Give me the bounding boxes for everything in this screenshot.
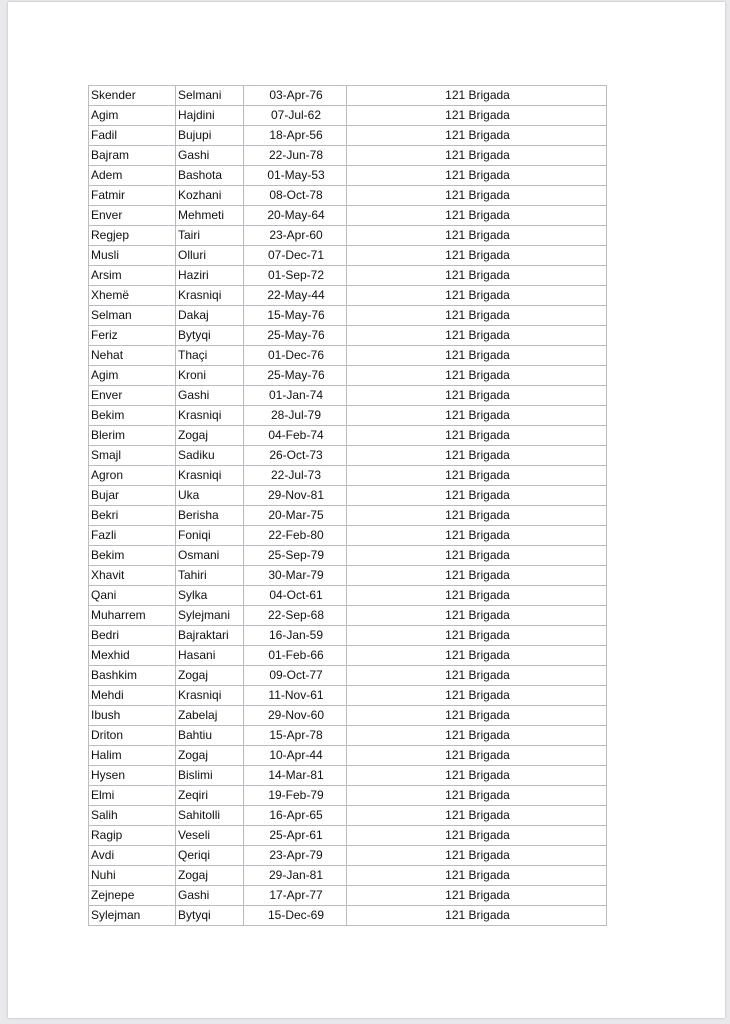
table-row [89, 286, 607, 306]
table-row [89, 746, 607, 766]
document-page [8, 2, 725, 1018]
last-name-cell: Zogaj [176, 866, 244, 886]
unit-cell: 121 Brigada [347, 386, 607, 406]
last-name-cell: Kroni [176, 366, 244, 386]
birth-date-cell: 22-Jul-73 [244, 466, 347, 486]
last-name-cell: Sahitolli [176, 806, 244, 826]
birth-date-cell: 07-Jul-62 [244, 106, 347, 126]
table-row [89, 566, 607, 586]
table-row [89, 906, 607, 926]
birth-date-cell: 04-Oct-61 [244, 586, 347, 606]
table-row [89, 206, 607, 226]
last-name-cell: Sylka [176, 586, 244, 606]
unit-cell: 121 Brigada [347, 166, 607, 186]
table-row [89, 466, 607, 486]
first-name-cell: Elmi [89, 786, 176, 806]
first-name-cell: Ibush [89, 706, 176, 726]
birth-date-cell: 14-Mar-81 [244, 766, 347, 786]
first-name-cell: Xhavit [89, 566, 176, 586]
birth-date-cell: 16-Jan-59 [244, 626, 347, 646]
birth-date-cell: 23-Apr-79 [244, 846, 347, 866]
birth-date-cell: 29-Jan-81 [244, 866, 347, 886]
unit-cell: 121 Brigada [347, 226, 607, 246]
table-row [89, 826, 607, 846]
last-name-cell: Kozhani [176, 186, 244, 206]
unit-cell: 121 Brigada [347, 326, 607, 346]
last-name-cell: Thaçi [176, 346, 244, 366]
birth-date-cell: 25-Sep-79 [244, 546, 347, 566]
unit-cell: 121 Brigada [347, 106, 607, 126]
table-row [89, 106, 607, 126]
first-name-cell: Driton [89, 726, 176, 746]
birth-date-cell: 16-Apr-65 [244, 806, 347, 826]
unit-cell: 121 Brigada [347, 746, 607, 766]
table-row [89, 846, 607, 866]
first-name-cell: Enver [89, 386, 176, 406]
last-name-cell: Tahiri [176, 566, 244, 586]
table-row [89, 326, 607, 346]
last-name-cell: Veseli [176, 826, 244, 846]
roster-table-body [89, 86, 607, 926]
unit-cell: 121 Brigada [347, 506, 607, 526]
first-name-cell: Nehat [89, 346, 176, 366]
unit-cell: 121 Brigada [347, 446, 607, 466]
table-row [89, 86, 607, 106]
unit-cell: 121 Brigada [347, 266, 607, 286]
birth-date-cell: 25-Apr-61 [244, 826, 347, 846]
table-row [89, 506, 607, 526]
birth-date-cell: 15-Apr-78 [244, 726, 347, 746]
birth-date-cell: 29-Nov-60 [244, 706, 347, 726]
last-name-cell: Zabelaj [176, 706, 244, 726]
unit-cell: 121 Brigada [347, 366, 607, 386]
birth-date-cell: 18-Apr-56 [244, 126, 347, 146]
last-name-cell: Sadiku [176, 446, 244, 466]
last-name-cell: Krasniqi [176, 466, 244, 486]
table-row [89, 686, 607, 706]
last-name-cell: Bajraktari [176, 626, 244, 646]
unit-cell: 121 Brigada [347, 546, 607, 566]
table-row [89, 766, 607, 786]
birth-date-cell: 20-Mar-75 [244, 506, 347, 526]
table-row [89, 266, 607, 286]
last-name-cell: Uka [176, 486, 244, 506]
last-name-cell: Osmani [176, 546, 244, 566]
birth-date-cell: 19-Feb-79 [244, 786, 347, 806]
first-name-cell: Agim [89, 106, 176, 126]
unit-cell: 121 Brigada [347, 286, 607, 306]
last-name-cell: Qeriqi [176, 846, 244, 866]
table-row [89, 346, 607, 366]
first-name-cell: Zejnepe [89, 886, 176, 906]
unit-cell: 121 Brigada [347, 886, 607, 906]
last-name-cell: Bahtiu [176, 726, 244, 746]
first-name-cell: Nuhi [89, 866, 176, 886]
first-name-cell: Bashkim [89, 666, 176, 686]
first-name-cell: Fadil [89, 126, 176, 146]
last-name-cell: Krasniqi [176, 686, 244, 706]
first-name-cell: Agim [89, 366, 176, 386]
birth-date-cell: 23-Apr-60 [244, 226, 347, 246]
last-name-cell: Bytyqi [176, 906, 244, 926]
first-name-cell: Muharrem [89, 606, 176, 626]
birth-date-cell: 25-May-76 [244, 326, 347, 346]
birth-date-cell: 25-May-76 [244, 366, 347, 386]
last-name-cell: Dakaj [176, 306, 244, 326]
unit-cell: 121 Brigada [347, 686, 607, 706]
birth-date-cell: 01-Dec-76 [244, 346, 347, 366]
birth-date-cell: 10-Apr-44 [244, 746, 347, 766]
birth-date-cell: 22-Jun-78 [244, 146, 347, 166]
last-name-cell: Gashi [176, 886, 244, 906]
first-name-cell: Avdi [89, 846, 176, 866]
unit-cell: 121 Brigada [347, 846, 607, 866]
first-name-cell: Mexhid [89, 646, 176, 666]
first-name-cell: Qani [89, 586, 176, 606]
first-name-cell: Arsim [89, 266, 176, 286]
birth-date-cell: 08-Oct-78 [244, 186, 347, 206]
table-row [89, 546, 607, 566]
last-name-cell: Bislimi [176, 766, 244, 786]
first-name-cell: Sylejman [89, 906, 176, 926]
first-name-cell: Halim [89, 746, 176, 766]
table-row [89, 226, 607, 246]
first-name-cell: Xhemë [89, 286, 176, 306]
table-row [89, 486, 607, 506]
birth-date-cell: 29-Nov-81 [244, 486, 347, 506]
last-name-cell: Foniqi [176, 526, 244, 546]
first-name-cell: Enver [89, 206, 176, 226]
first-name-cell: Bedri [89, 626, 176, 646]
first-name-cell: Skender [89, 86, 176, 106]
unit-cell: 121 Brigada [347, 606, 607, 626]
table-row [89, 406, 607, 426]
table-row [89, 386, 607, 406]
first-name-cell: Feriz [89, 326, 176, 346]
table-row [89, 706, 607, 726]
table-row [89, 606, 607, 626]
first-name-cell: Bujar [89, 486, 176, 506]
first-name-cell: Agron [89, 466, 176, 486]
unit-cell: 121 Brigada [347, 146, 607, 166]
last-name-cell: Krasniqi [176, 286, 244, 306]
last-name-cell: Zogaj [176, 746, 244, 766]
unit-cell: 121 Brigada [347, 866, 607, 886]
first-name-cell: Hysen [89, 766, 176, 786]
first-name-cell: Bekri [89, 506, 176, 526]
unit-cell: 121 Brigada [347, 306, 607, 326]
last-name-cell: Zogaj [176, 666, 244, 686]
birth-date-cell: 11-Nov-61 [244, 686, 347, 706]
birth-date-cell: 22-Sep-68 [244, 606, 347, 626]
table-row [89, 186, 607, 206]
table-row [89, 246, 607, 266]
birth-date-cell: 17-Apr-77 [244, 886, 347, 906]
last-name-cell: Selmani [176, 86, 244, 106]
unit-cell: 121 Brigada [347, 466, 607, 486]
first-name-cell: Bekim [89, 406, 176, 426]
table-row [89, 446, 607, 466]
unit-cell: 121 Brigada [347, 246, 607, 266]
first-name-cell: Salih [89, 806, 176, 826]
unit-cell: 121 Brigada [347, 626, 607, 646]
table-row [89, 806, 607, 826]
birth-date-cell: 09-Oct-77 [244, 666, 347, 686]
last-name-cell: Zogaj [176, 426, 244, 446]
unit-cell: 121 Brigada [347, 806, 607, 826]
first-name-cell: Fatmir [89, 186, 176, 206]
unit-cell: 121 Brigada [347, 826, 607, 846]
unit-cell: 121 Brigada [347, 86, 607, 106]
last-name-cell: Gashi [176, 146, 244, 166]
table-row [89, 426, 607, 446]
unit-cell: 121 Brigada [347, 186, 607, 206]
table-row [89, 586, 607, 606]
table-row [89, 626, 607, 646]
first-name-cell: Ragip [89, 826, 176, 846]
birth-date-cell: 07-Dec-71 [244, 246, 347, 266]
first-name-cell: Adem [89, 166, 176, 186]
birth-date-cell: 22-Feb-80 [244, 526, 347, 546]
table-row [89, 726, 607, 746]
unit-cell: 121 Brigada [347, 646, 607, 666]
last-name-cell: Gashi [176, 386, 244, 406]
last-name-cell: Hajdini [176, 106, 244, 126]
unit-cell: 121 Brigada [347, 726, 607, 746]
table-row [89, 886, 607, 906]
table-row [89, 526, 607, 546]
first-name-cell: Bajram [89, 146, 176, 166]
unit-cell: 121 Brigada [347, 426, 607, 446]
first-name-cell: Smajl [89, 446, 176, 466]
unit-cell: 121 Brigada [347, 566, 607, 586]
table-row [89, 146, 607, 166]
table-row [89, 366, 607, 386]
unit-cell: 121 Brigada [347, 406, 607, 426]
last-name-cell: Berisha [176, 506, 244, 526]
birth-date-cell: 20-May-64 [244, 206, 347, 226]
first-name-cell: Blerim [89, 426, 176, 446]
unit-cell: 121 Brigada [347, 586, 607, 606]
birth-date-cell: 01-May-53 [244, 166, 347, 186]
unit-cell: 121 Brigada [347, 766, 607, 786]
table-row [89, 786, 607, 806]
unit-cell: 121 Brigada [347, 706, 607, 726]
roster-table [88, 85, 607, 926]
birth-date-cell: 26-Oct-73 [244, 446, 347, 466]
birth-date-cell: 22-May-44 [244, 286, 347, 306]
last-name-cell: Tairi [176, 226, 244, 246]
last-name-cell: Zeqiri [176, 786, 244, 806]
first-name-cell: Selman [89, 306, 176, 326]
last-name-cell: Bashota [176, 166, 244, 186]
first-name-cell: Regjep [89, 226, 176, 246]
table-row [89, 666, 607, 686]
first-name-cell: Bekim [89, 546, 176, 566]
table-row [89, 126, 607, 146]
birth-date-cell: 15-Dec-69 [244, 906, 347, 926]
unit-cell: 121 Brigada [347, 486, 607, 506]
unit-cell: 121 Brigada [347, 206, 607, 226]
unit-cell: 121 Brigada [347, 906, 607, 926]
last-name-cell: Sylejmani [176, 606, 244, 626]
last-name-cell: Hasani [176, 646, 244, 666]
birth-date-cell: 01-Jan-74 [244, 386, 347, 406]
birth-date-cell: 04-Feb-74 [244, 426, 347, 446]
last-name-cell: Bytyqi [176, 326, 244, 346]
birth-date-cell: 15-May-76 [244, 306, 347, 326]
table-row [89, 646, 607, 666]
last-name-cell: Krasniqi [176, 406, 244, 426]
last-name-cell: Haziri [176, 266, 244, 286]
birth-date-cell: 01-Sep-72 [244, 266, 347, 286]
first-name-cell: Musli [89, 246, 176, 266]
birth-date-cell: 30-Mar-79 [244, 566, 347, 586]
last-name-cell: Mehmeti [176, 206, 244, 226]
unit-cell: 121 Brigada [347, 126, 607, 146]
first-name-cell: Fazli [89, 526, 176, 546]
unit-cell: 121 Brigada [347, 666, 607, 686]
first-name-cell: Mehdi [89, 686, 176, 706]
table-row [89, 166, 607, 186]
birth-date-cell: 01-Feb-66 [244, 646, 347, 666]
birth-date-cell: 28-Jul-79 [244, 406, 347, 426]
table-row [89, 866, 607, 886]
last-name-cell: Olluri [176, 246, 244, 266]
last-name-cell: Bujupi [176, 126, 244, 146]
unit-cell: 121 Brigada [347, 526, 607, 546]
birth-date-cell: 03-Apr-76 [244, 86, 347, 106]
unit-cell: 121 Brigada [347, 786, 607, 806]
table-row [89, 306, 607, 326]
unit-cell: 121 Brigada [347, 346, 607, 366]
